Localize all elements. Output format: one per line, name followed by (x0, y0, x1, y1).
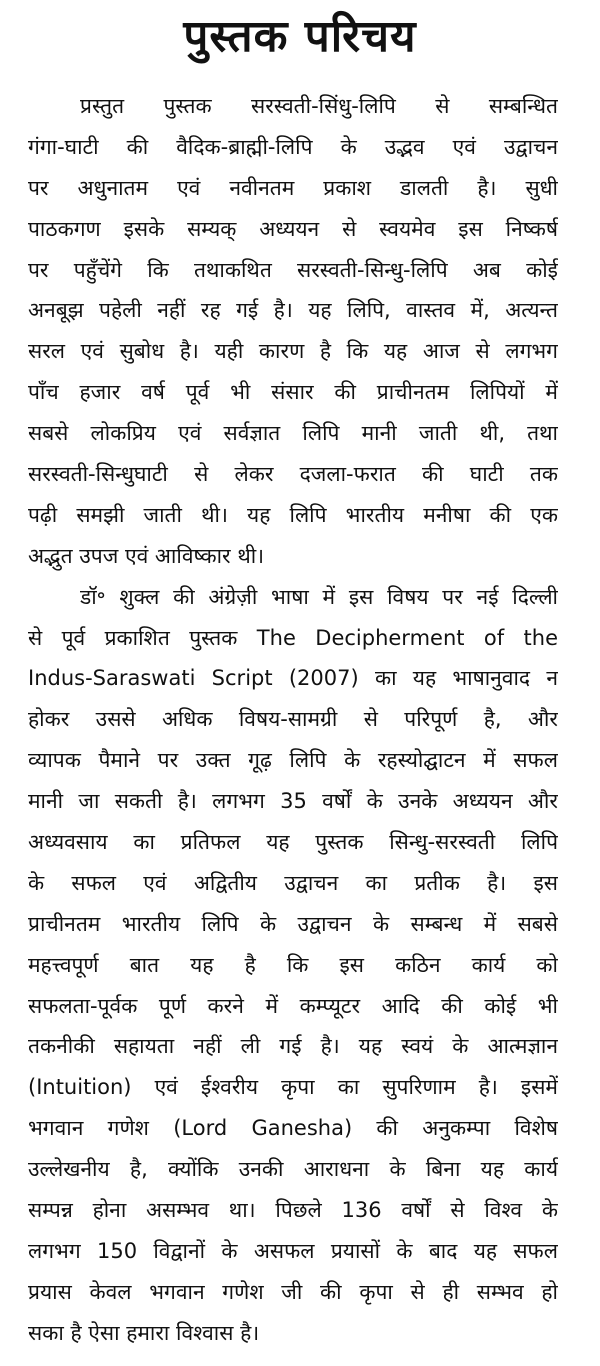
document-body (28, 86, 558, 1354)
text-line: सबसे लोकप्रिय एवं सर्वज्ञात लिपि मानी जाती थी, तथा (28, 421, 558, 446)
text-line: तकनीकी सहायता नहीं ली गई है। यह स्वयं के आत्मज्ञान (28, 1034, 558, 1059)
paragraph (28, 577, 558, 1354)
page-title: पुस्तक परिचय (183, 11, 417, 62)
text-line: पाठकगण इसके सम्यक् अध्ययन से स्वयमेव इस निष्कर्ष (28, 216, 558, 241)
text-line: के सफल एवं अद्वितीय उद्वाचन का प्रतीक है। इस (28, 870, 558, 895)
text-line: सका है ऐसा हमारा विश्वास है। (28, 1320, 260, 1345)
text-line: अध्यवसाय का प्रतिफल यह पुस्तक सिन्धु-सरस्वती लिपि (28, 830, 558, 855)
text-line: भगवान गणेश (Lord Ganesha) की अनुकम्पा विशेष (28, 1116, 558, 1141)
text-line: गंगा-घाटी की वैदिक-ब्राह्मी-लिपि के उद्भव एवं उद्वाचन (28, 134, 558, 159)
text-line: सम्पन्न होना असम्भव था। पिछले 136 वर्षों से विश्व के (28, 1198, 558, 1223)
text-line: (Intuition) एवं ईश्वरीय कृपा का सुपरिणाम है। इसमें (28, 1075, 558, 1100)
text-line: लगभग 150 विद्वानों के असफल प्रयासों के बाद यह सफल (28, 1238, 558, 1263)
text-line: पर अधुनातम एवं नवीनतम प्रकाश डालती है। सुधी (28, 175, 558, 200)
text-line: डॉ॰ शुक्ल की अंग्रेज़ी भाषा में इस विषय पर नई दिल्ली (80, 584, 558, 609)
text-line: पर पहुँचेंगे कि तथाकथित सरस्वती-सिन्धु-लिपि अब कोई (28, 257, 558, 282)
text-line: सरल एवं सुबोध है। यही कारण है कि यह आज से लगभग (28, 339, 558, 364)
text-line: सरस्वती-सिन्धुघाटी से लेकर दजला-फरात की घाटी तक (28, 462, 558, 487)
text-line: से पूर्व प्रकाशित पुस्तक The Decipherment of the (28, 625, 558, 650)
text-line: उल्लेखनीय है, क्योंकि उनकी आराधना के बिना यह कार्य (28, 1157, 558, 1182)
text-line: मानी जा सकती है। लगभग 35 वर्षों के उनके अध्ययन और (28, 789, 558, 814)
text-line: प्रयास केवल भगवान गणेश जी की कृपा से ही सम्भव हो (28, 1279, 558, 1304)
text-line: प्रस्तुत पुस्तक सरस्वती-सिंधु-लिपि से सम्बन्धित (80, 94, 558, 118)
text-line: Indus-Saraswati Script (2007) का यह भाषानुवाद न (28, 666, 558, 691)
text-line: सफलता-पूर्वक पूर्ण करने में कम्प्यूटर आदि की कोई भी (28, 993, 558, 1018)
text-line: अद्भुत उपज एवं आविष्कार थी। (28, 543, 265, 568)
text-line: महत्त्वपूर्ण बात यह है कि इस कठिन कार्य को (28, 952, 558, 977)
text-line: पाँच हजार वर्ष पूर्व भी संसार की प्राचीनतम लिपियों में (28, 380, 558, 405)
text-line: प्राचीनतम भारतीय लिपि के उद्वाचन के सम्बन्ध में सबसे (28, 911, 558, 936)
paragraph (28, 86, 558, 577)
text-line: अनबूझ पहेली नहीं रह गई है। यह लिपि, वास्तव में, अत्यन्त (28, 298, 558, 323)
text-line: पढ़ी समझी जाती थी। यह लिपि भारतीय मनीषा की एक (28, 502, 558, 527)
text-line: होकर उससे अधिक विषय-सामग्री से परिपूर्ण है, और (28, 707, 558, 732)
text-line: व्यापक पैमाने पर उक्त गूढ़ लिपि के रहस्योद्घाटन में सफल (28, 748, 558, 773)
